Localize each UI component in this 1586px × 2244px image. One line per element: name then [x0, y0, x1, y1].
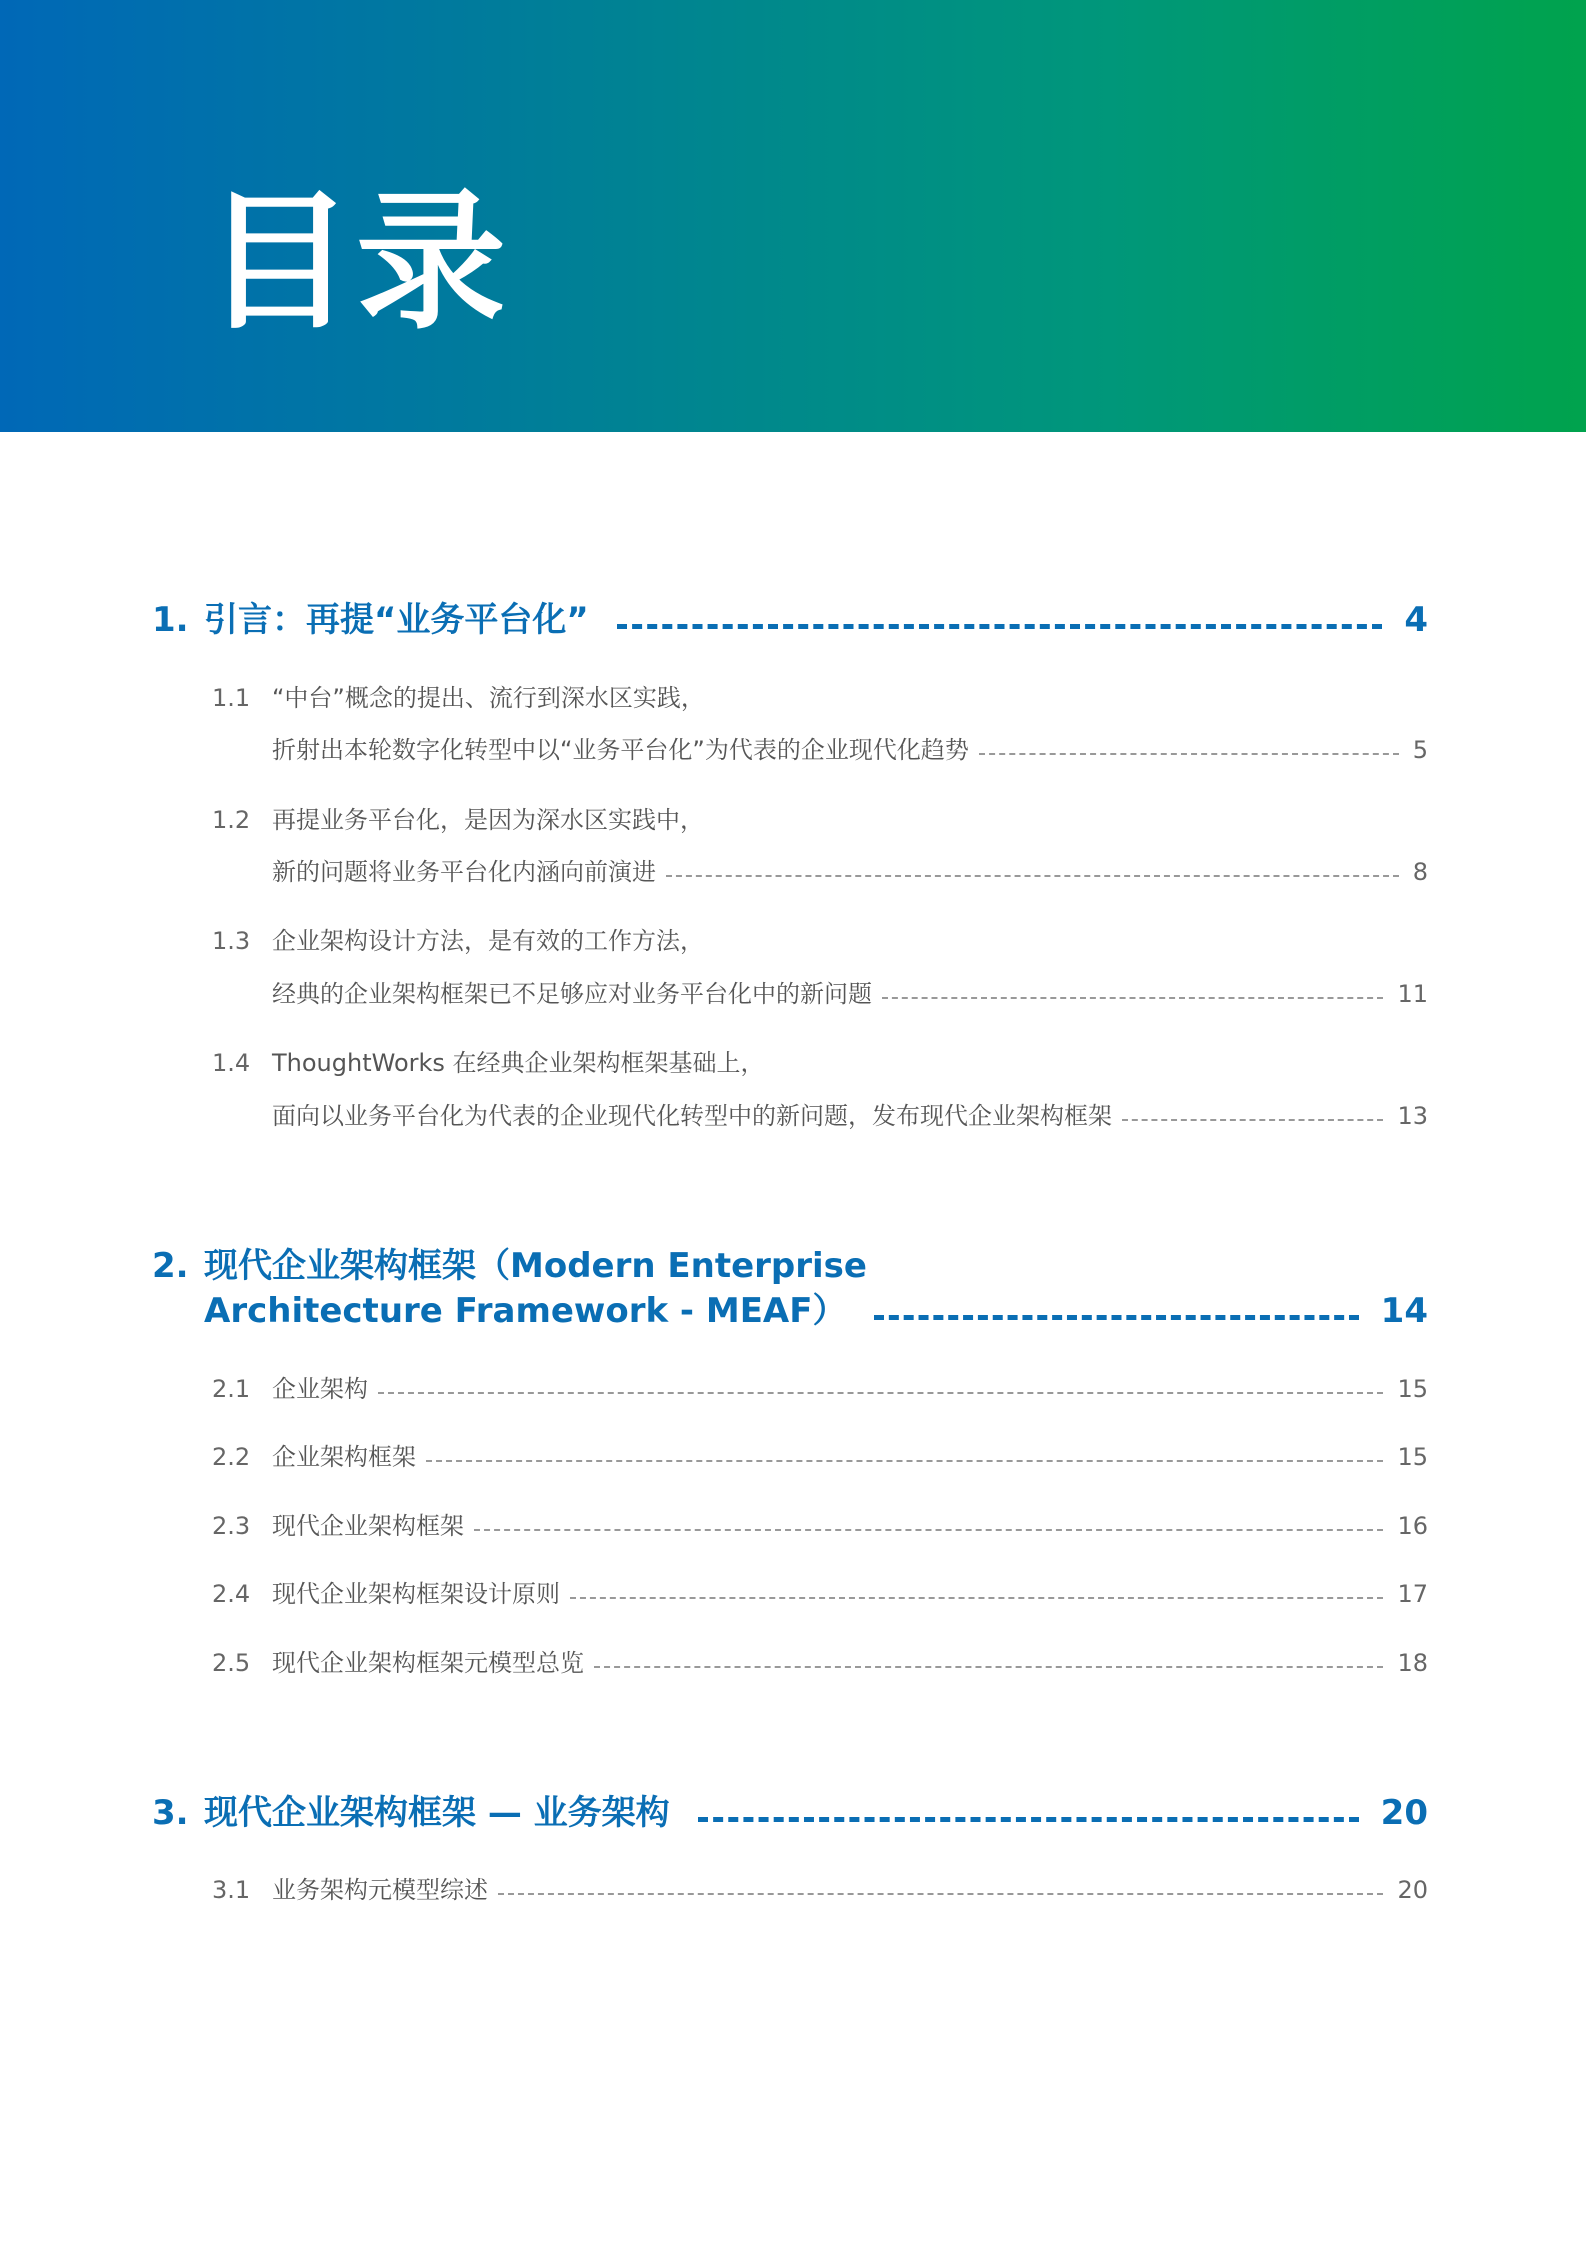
- item-number: 2.2: [212, 1443, 251, 1471]
- item-page-number: 11: [1397, 980, 1428, 1008]
- item-number: 2.3: [212, 1512, 251, 1540]
- toc-item-2-2[interactable]: [212, 1440, 1428, 1474]
- toc-item-1-4-line2[interactable]: [272, 1099, 1428, 1133]
- dotted-leader: [874, 1315, 1358, 1320]
- item-page-number: 8: [1412, 858, 1428, 886]
- section-page-number: 14: [1380, 1291, 1428, 1331]
- item-number: 2.1: [212, 1375, 251, 1403]
- toc-item-1-4[interactable]: [212, 1046, 1428, 1080]
- toc-item-2-1[interactable]: [212, 1372, 1428, 1406]
- item-title: 企业架构框架: [272, 1443, 416, 1471]
- toc-header-banner: [0, 0, 1586, 432]
- item-title-line2: 面向以业务平台化为代表的企业现代化转型中的新问题，发布现代企业架构框架: [272, 1102, 1112, 1130]
- item-title: 企业架构: [272, 1375, 368, 1403]
- item-number: 1.2: [212, 806, 251, 834]
- dotted-leader: [617, 624, 1383, 629]
- item-page-number: 15: [1397, 1375, 1428, 1403]
- toc-section-2-line2[interactable]: [204, 1289, 1428, 1333]
- dotted-leader: [882, 997, 1383, 999]
- item-page-number: 16: [1397, 1512, 1428, 1540]
- item-number: 1.4: [212, 1049, 251, 1077]
- item-title: 业务架构元模型综述: [272, 1876, 488, 1904]
- section-number: 2.: [152, 1246, 189, 1286]
- page-title: 目录: [204, 176, 509, 350]
- toc-item-1-1[interactable]: [212, 681, 1428, 715]
- toc-section-3[interactable]: [152, 1791, 1428, 1835]
- dotted-leader: [1122, 1119, 1383, 1121]
- toc-section-1[interactable]: [152, 598, 1428, 642]
- item-page-number: 18: [1397, 1649, 1428, 1677]
- item-title-line1: 企业架构设计方法，是有效的工作方法，: [272, 927, 704, 955]
- section-page-number: 20: [1380, 1793, 1428, 1833]
- section-title-line2: Architecture Framework - MEAF）: [204, 1291, 847, 1331]
- dotted-leader: [426, 1460, 1383, 1462]
- toc-item-3-1[interactable]: [212, 1873, 1428, 1907]
- dotted-leader: [498, 1893, 1383, 1895]
- dotted-leader: [378, 1392, 1383, 1394]
- item-number: 2.4: [212, 1580, 251, 1608]
- toc-item-2-5[interactable]: [212, 1646, 1428, 1680]
- section-title: 现代企业架构框架 — 业务架构: [204, 1793, 670, 1833]
- toc-item-1-3-line2[interactable]: [272, 977, 1428, 1011]
- toc-item-1-2[interactable]: [212, 803, 1428, 837]
- item-title-line2: 经典的企业架构框架已不足够应对业务平台化中的新问题: [272, 980, 872, 1008]
- item-number: 1.3: [212, 927, 251, 955]
- dotted-leader: [474, 1529, 1383, 1531]
- item-title-line1: “中台”概念的提出、流行到深水区实践，: [272, 684, 705, 712]
- section-title-line1: 现代企业架构框架（Modern Enterprise: [204, 1246, 867, 1286]
- item-title: 现代企业架构框架元模型总览: [272, 1649, 584, 1677]
- item-page-number: 17: [1397, 1580, 1428, 1608]
- toc-section-2[interactable]: [152, 1244, 1428, 1288]
- item-title: 现代企业架构框架设计原则: [272, 1580, 560, 1608]
- item-number: 1.1: [212, 684, 251, 712]
- dotted-leader: [570, 1597, 1383, 1599]
- dotted-leader: [666, 875, 1399, 877]
- section-number: 1.: [152, 600, 189, 640]
- item-title-line1: 再提业务平台化，是因为深水区实践中，: [272, 806, 704, 834]
- dotted-leader: [698, 1817, 1359, 1822]
- dotted-leader: [594, 1666, 1383, 1668]
- item-title-line2: 折射出本轮数字化转型中以“业务平台化”为代表的企业现代化趋势: [272, 736, 969, 764]
- section-number: 3.: [152, 1793, 189, 1833]
- dotted-leader: [979, 753, 1399, 755]
- item-number: 3.1: [212, 1876, 251, 1904]
- item-title: 现代企业架构框架: [272, 1512, 464, 1540]
- toc-item-1-1-line2[interactable]: [272, 733, 1428, 767]
- item-title-line1: ThoughtWorks 在经典企业架构框架基础上，: [272, 1049, 765, 1077]
- toc-item-1-2-line2[interactable]: [272, 855, 1428, 889]
- section-title: 引言：再提“业务平台化”: [204, 600, 589, 640]
- item-page-number: 20: [1397, 1876, 1428, 1904]
- toc-item-2-4[interactable]: [212, 1577, 1428, 1611]
- item-page-number: 15: [1397, 1443, 1428, 1471]
- item-page-number: 13: [1397, 1102, 1428, 1130]
- item-title-line2: 新的问题将业务平台化内涵向前演进: [272, 858, 656, 886]
- section-page-number: 4: [1404, 600, 1428, 640]
- item-number: 2.5: [212, 1649, 251, 1677]
- item-page-number: 5: [1412, 736, 1428, 764]
- toc-item-2-3[interactable]: [212, 1509, 1428, 1543]
- toc-item-1-3[interactable]: [212, 924, 1428, 958]
